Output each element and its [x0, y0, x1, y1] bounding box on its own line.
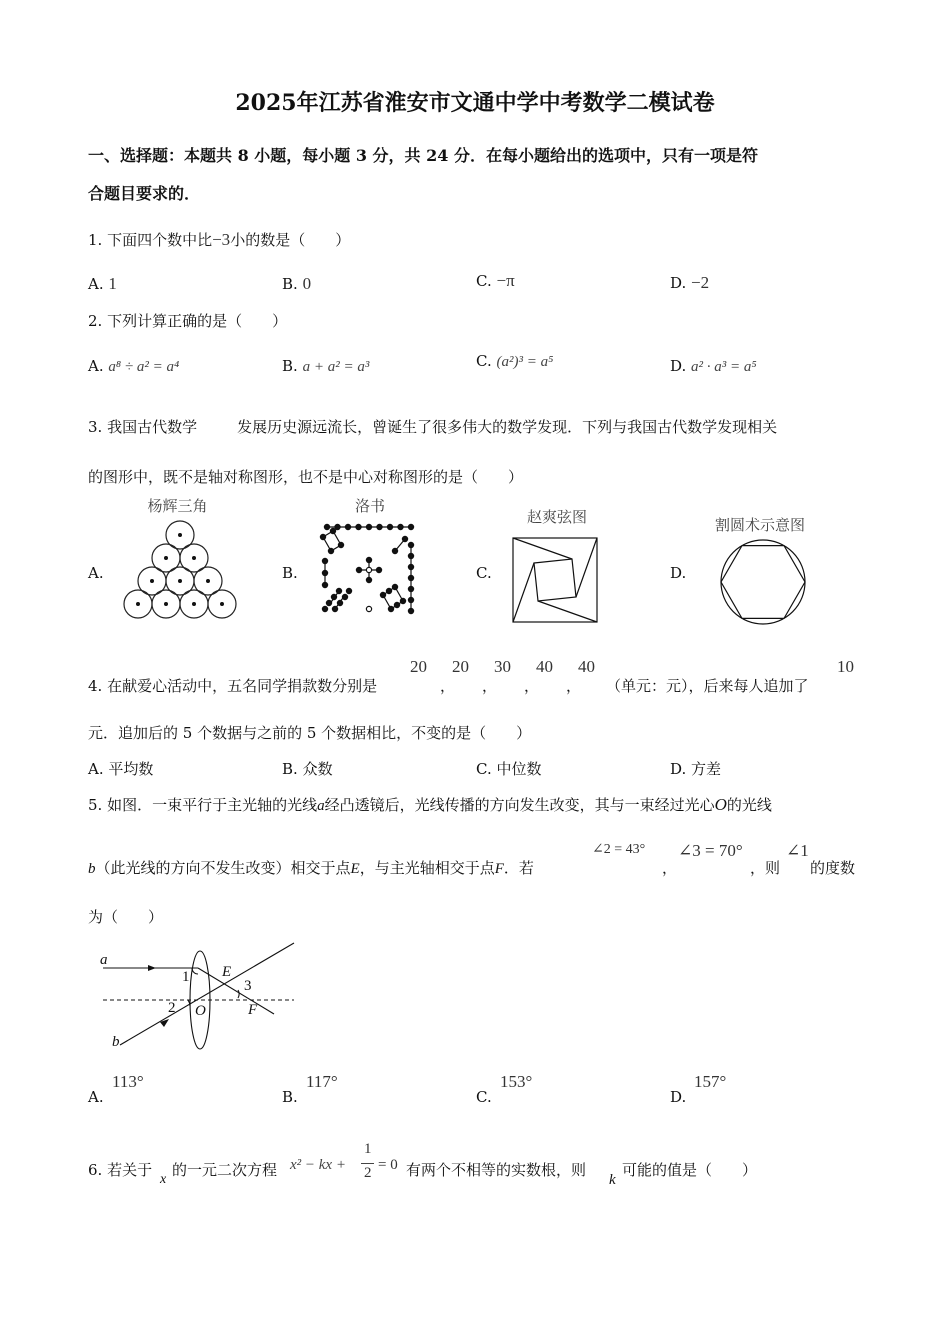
q5-text-b: 经凸透镜后，光线传播的方向发生改变，其与一束经过光心 [324, 796, 715, 814]
question-6-pre: 6. 若关于 [88, 1161, 153, 1179]
q4-text-pre: 4. 在献爱心活动中，五名同学捐款数分别是 [88, 677, 378, 695]
option-value: a + a² = a³ [302, 359, 370, 375]
q5-text-c: 的光线 [726, 796, 772, 814]
q5-comma: ， [662, 859, 678, 877]
q5-text-a: 5. 如图．一束平行于主光轴的光线 [88, 796, 318, 814]
lens-label-1: 1 [182, 969, 190, 985]
q6-equation-a: x² − kx + [290, 1157, 346, 1173]
q1-option-a[interactable] [88, 274, 117, 294]
q3-text-b: 发展历史源远流长，曾诞生了很多伟大的数学发现．下列与我国古代数学发现相关 [237, 418, 778, 436]
q5-angle-1: ∠1 [786, 841, 809, 860]
option-label: A. [88, 275, 104, 293]
option-value: (a²)³ = a⁵ [496, 354, 554, 370]
q4-sep-1: ， [440, 677, 456, 695]
q6-var-k: k [609, 1172, 616, 1188]
option-value: 中位数 [496, 760, 542, 778]
q6-equation-b: = 0 [378, 1157, 398, 1173]
lens-label-o: O [195, 1003, 206, 1019]
option-label: D. [670, 357, 687, 375]
q1-option-d[interactable] [670, 273, 709, 293]
option-label: B. [282, 760, 298, 778]
q3-caption-a: 杨辉三角 [147, 497, 208, 515]
q5-text-h: 的度数 [810, 859, 856, 877]
section-heading-line2: 合题目要求的． [88, 184, 201, 203]
q2-option-d[interactable] [670, 357, 757, 376]
option-value: −2 [691, 273, 710, 292]
question-3-line2: 的图形中，既不是轴对称图形，也不是中心对称图形的是（ ） [88, 468, 524, 486]
q3-caption-d: 割圆术示意图 [714, 516, 805, 534]
q5-angle-2: ∠2 = 43° [592, 842, 646, 857]
option-label: D. [670, 274, 687, 292]
lens-label-f: F [248, 1002, 258, 1018]
q5-text-g: ，则 [750, 859, 781, 877]
q5-option-a-value[interactable]: 113° [112, 1072, 144, 1091]
q2-option-c[interactable] [476, 352, 553, 371]
lens-diagram[interactable] [98, 938, 298, 1053]
q5-option-c-value[interactable]: 153° [500, 1072, 533, 1091]
q5-text-e: ，与主光轴相交于点 [359, 859, 495, 877]
option-label: C. [476, 272, 492, 290]
q1-option-c[interactable] [476, 271, 515, 291]
lens-label-2: 2 [168, 1000, 176, 1016]
q5-option-d-label[interactable]: D. [670, 1088, 687, 1106]
lens-label-a: a [100, 952, 108, 968]
q3-caption-c: 赵爽弦图 [526, 508, 587, 526]
q3-text-a: 3. 我国古代数学 [88, 418, 198, 436]
q4-option-b[interactable] [282, 758, 333, 779]
option-label: C. [476, 352, 492, 370]
question-4-line1 [88, 675, 377, 696]
q6-frac-num: 1 [364, 1141, 372, 1157]
q5-option-c-label[interactable]: C. [476, 1088, 492, 1106]
q3-option-b[interactable]: B. [282, 564, 298, 582]
q4-value-4: 40 [536, 657, 553, 676]
lens-label-b: b [112, 1034, 120, 1050]
q5-ray-b: b [88, 861, 96, 877]
q4-sep-4: ， [566, 677, 582, 695]
option-value: 方差 [691, 760, 722, 778]
q5-angle-3: ∠3 = 70° [678, 841, 743, 860]
geyuanshu-figure[interactable] [718, 537, 808, 627]
option-label: A. [88, 760, 104, 778]
option-value: −π [496, 271, 515, 290]
q3-option-d[interactable]: D. [670, 564, 687, 582]
q2-option-a[interactable] [88, 357, 179, 376]
option-value: 0 [302, 274, 312, 293]
option-label: A. [88, 357, 104, 375]
q4-sep-3: ， [524, 677, 540, 695]
q4-option-a[interactable] [88, 758, 153, 779]
q5-ray-a: a [317, 798, 325, 814]
q4-sep-2: ， [482, 677, 498, 695]
option-value: a² · a³ = a⁵ [691, 359, 757, 375]
question-5-line2 [88, 857, 534, 878]
question-1 [88, 229, 350, 250]
q5-point-f: F [494, 861, 504, 877]
q6-text-post: 有两个不相等的实数根，则 [406, 1161, 587, 1179]
q5-text-f: ．若 [503, 859, 534, 877]
question-5-line1 [88, 794, 772, 815]
q6-frac-den: 2 [364, 1165, 372, 1181]
q3-caption-b: 洛书 [354, 497, 385, 515]
q4-extra: 10 [837, 657, 854, 676]
q5-option-b-value[interactable]: 117° [306, 1072, 338, 1091]
section-heading-line1: 一、选择题：本题共 8 小题，每小题 3 分，共 24 分．在每小题给出的选项中，只有一项是符 [88, 146, 758, 165]
q5-text-d: （此光线的方向不发生改变）相交于点 [95, 859, 351, 877]
q6-text-mid: 的一元二次方程 [172, 1161, 278, 1179]
q4-value-3: 30 [494, 657, 511, 676]
question-2: 2. 下列计算正确的是（ ） [88, 312, 288, 330]
q5-option-a-label[interactable]: A. [88, 1088, 104, 1106]
luoshu-figure[interactable] [315, 515, 425, 625]
lens-label-e: E [222, 964, 232, 980]
q6-frac-bar [361, 1163, 374, 1164]
lens-label-3: 3 [244, 978, 252, 994]
option-value: 1 [108, 274, 117, 293]
q4-value-2: 20 [452, 657, 469, 676]
q2-option-b[interactable] [282, 357, 369, 376]
q4-option-c[interactable] [476, 758, 542, 779]
option-label: B. [282, 357, 298, 375]
q1-text-pre: 1. 下面四个数中比 [88, 231, 213, 249]
q4-value-1: 20 [410, 657, 427, 676]
q3-option-a[interactable]: A. [88, 564, 104, 582]
q5-point-o: O [714, 795, 727, 814]
zhaoshuang-figure[interactable] [510, 535, 600, 625]
option-value: 平均数 [108, 760, 154, 778]
q1-option-b[interactable] [282, 274, 311, 294]
q4-option-d[interactable] [670, 758, 721, 779]
q6-var-x: x [160, 1172, 167, 1187]
q5-point-e: E [350, 861, 360, 877]
question-4-line2: 元．追加后的 5 个数据与之前的 5 个数据相比，不变的是（ ） [88, 724, 532, 742]
question-5-line3: 为（ ） [88, 908, 164, 926]
q5-option-d-value[interactable]: 157° [694, 1072, 727, 1091]
option-value: 众数 [302, 760, 333, 778]
q1-text-post: 小的数是（ ） [230, 231, 351, 249]
option-label: D. [670, 760, 687, 778]
option-label: B. [282, 275, 298, 293]
q3-option-c[interactable]: C. [476, 564, 492, 582]
q5-option-b-label[interactable]: B. [282, 1088, 298, 1106]
option-value: a⁸ ÷ a² = a⁴ [108, 359, 180, 375]
q4-text-mid: （单元：元），后来每人追加了 [606, 677, 809, 695]
q4-value-5: 40 [578, 657, 595, 676]
option-label: C. [476, 760, 492, 778]
q6-text-end: 可能的值是（ ） [622, 1161, 758, 1179]
page-title: 2025年江苏省淮安市文通中学中考数学二模试卷 [235, 90, 715, 116]
q1-math: −3 [212, 230, 231, 249]
question-3-line1 [88, 416, 777, 437]
yanghui-triangle-figure[interactable] [120, 515, 245, 625]
